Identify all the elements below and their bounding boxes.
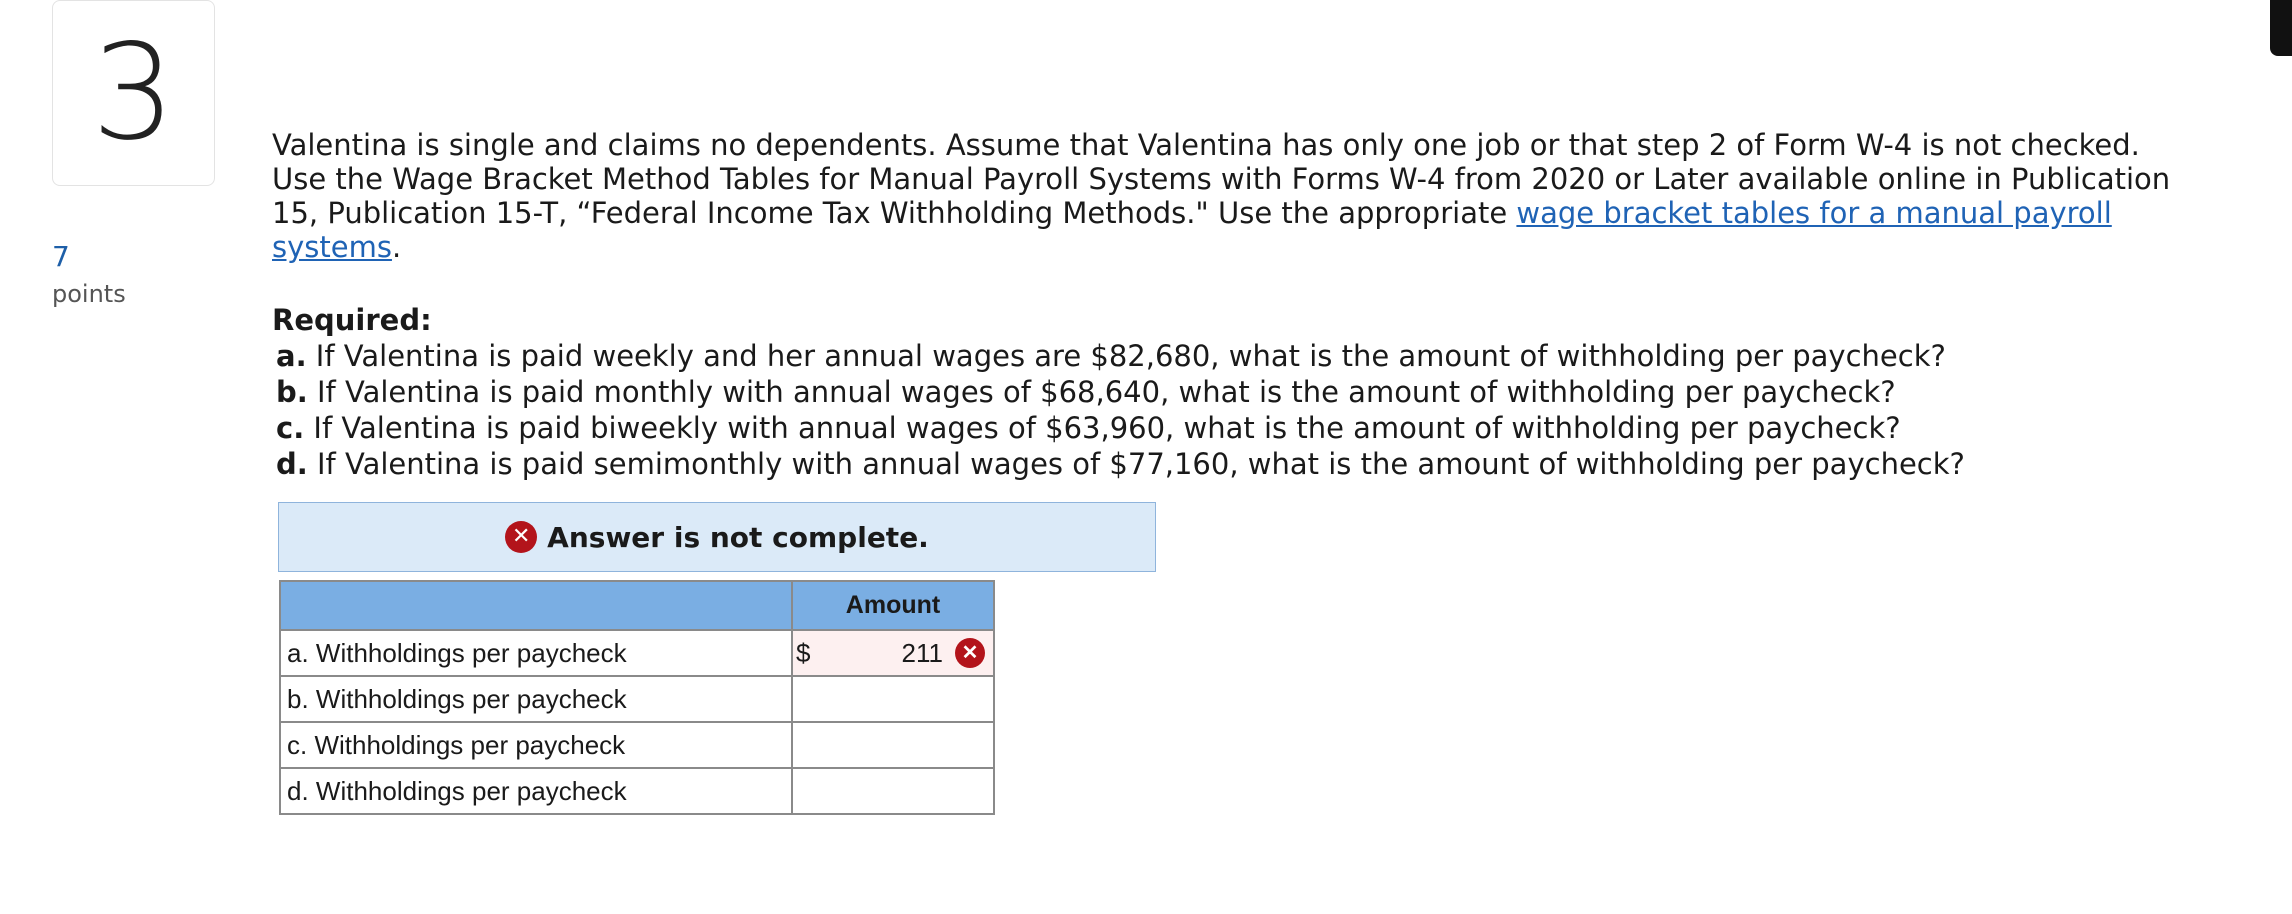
table-row xyxy=(280,630,994,676)
intro-text-end: . xyxy=(391,230,402,264)
required-item-a xyxy=(276,338,2172,374)
row-label: d. Withholdings per paycheck xyxy=(280,768,792,814)
header-amount-cell: Amount xyxy=(792,581,994,630)
question-number-box xyxy=(52,0,215,186)
row-label: b. Withholdings per paycheck xyxy=(280,676,792,722)
required-item-d xyxy=(276,446,2172,482)
amount-cell[interactable] xyxy=(792,768,994,814)
top-edge-tab[interactable] xyxy=(2270,0,2292,56)
row-label: c. Withholdings per paycheck xyxy=(280,722,792,768)
required-item-text: If Valentina is paid monthly with annual wages of $68,640, what is the amount of withholding per paycheck? xyxy=(307,375,1896,409)
amount-cell[interactable] xyxy=(792,676,994,722)
answer-status-text: Answer is not complete. xyxy=(547,520,929,554)
required-item-letter: c. xyxy=(276,411,305,445)
incorrect-icon: ✕ xyxy=(955,638,985,668)
required-item-b xyxy=(276,374,2172,410)
required-list xyxy=(272,338,2172,482)
question-content xyxy=(272,128,2172,482)
table-row xyxy=(280,722,994,768)
amount-cell[interactable] xyxy=(792,722,994,768)
required-item-letter: b. xyxy=(276,375,308,409)
required-item-letter: d. xyxy=(276,447,308,481)
amount-value[interactable]: 211 xyxy=(901,637,943,668)
required-item-text: If Valentina is paid semimonthly with annual wages of $77,160, what is the amount of withholding per paycheck? xyxy=(307,447,1965,481)
required-item-letter: a. xyxy=(276,339,307,373)
points-label: points xyxy=(52,280,126,308)
answer-table xyxy=(279,580,995,815)
question-number: 3 xyxy=(91,16,176,170)
intro-text: Valentina is single and claims no dependents. Assume that Valentina has only one job or that step 2 of Form W-4 is not checked. Use the Wage Bracket Method Tables for Manual Payroll Systems with Forms W-4 from 2020 or Later available online in Publication 15, Publication 15-T, “Federal Income Tax Withholding Methods." Use the appropriate xyxy=(272,128,2171,230)
amount-input[interactable] xyxy=(793,723,993,767)
x-circle-icon: ✕ xyxy=(505,521,537,553)
amount-input[interactable] xyxy=(793,677,993,721)
table-row xyxy=(280,676,994,722)
required-item-text: If Valentina is paid biweekly with annual wages of $63,960, what is the amount of withholding per paycheck? xyxy=(304,411,1901,445)
row-label: a. Withholdings per paycheck xyxy=(280,630,792,676)
table-row xyxy=(280,768,994,814)
header-label-cell xyxy=(280,581,792,630)
required-item-c xyxy=(276,410,2172,446)
required-heading: Required: xyxy=(272,303,432,337)
required-item-text: If Valentina is paid weekly and her annual wages are $82,680, what is the amount of withholding per paycheck? xyxy=(306,339,1946,373)
answer-status-banner xyxy=(278,502,1156,572)
table-header-row xyxy=(280,581,994,630)
amount-cell[interactable] xyxy=(792,630,994,676)
amount-input[interactable] xyxy=(793,769,993,813)
points-value: 7 xyxy=(52,240,70,273)
wage-bracket-tables-link[interactable]: wage bracket tables for a manual payroll systems xyxy=(272,196,2112,264)
question-intro xyxy=(272,128,2172,264)
currency-symbol: $ xyxy=(796,637,811,668)
